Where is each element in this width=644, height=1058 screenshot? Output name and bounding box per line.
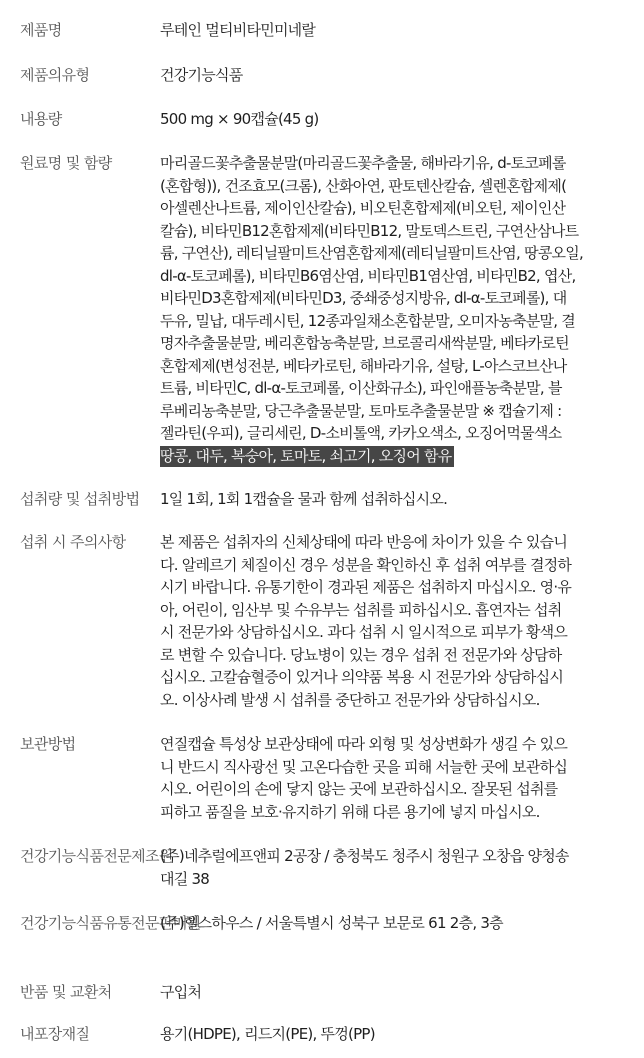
row-value: 루테인 멀티비타민미네랄	[160, 21, 316, 39]
text-line: 아셀렌산나트륨, 제이인산칼슘), 비오틴혼합제제(비오틴, 제이인산	[160, 199, 566, 217]
text-line: 니 반드시 직사광선 및 고온다습한 곳을 피해 서늘한 곳에 보관하십	[160, 757, 568, 776]
row-label: 제품의유형	[20, 66, 90, 84]
text-line: dl-α-토코페롤), 비타민B6염산염, 비타민B1염산염, 비타민B2, 엽산,	[160, 266, 576, 285]
text-line: 트륨, 비타민C, dl-α-토코페롤, 이산화규소), 파인애플농축분말, 블	[160, 379, 562, 397]
text-line: 루베리농축분말, 당근추출물분말, 토마토추출물분말 ※ 캡슐기제 :	[160, 401, 562, 420]
text-line: 명자추출물분말, 베리혼합농축분말, 브로콜리새싹분말, 베타카로틴	[160, 334, 569, 352]
text-line: 다. 알레르기 체질이신 경우 성분을 확인하신 후 섭취 여부를 결정하	[160, 555, 572, 574]
row-value: 500 mg × 90캡슐(45 g)	[160, 110, 319, 128]
allergen-highlight: 땅콩, 대두, 복숭아, 토마토, 쇠고기, 오징어 함유	[160, 446, 452, 465]
row-label: 섭취 시 주의사항	[20, 533, 126, 551]
text-line: 십시오. 고칼슘혈증이 있거나 의약품 복용 시 전문가와 상담하십시	[160, 668, 564, 686]
row-label: 내용량	[20, 110, 62, 128]
storage-text	[160, 733, 626, 823]
text-line: 로 변할 수 있습니다. 당뇨병이 있는 경우 섭취 전 전문가와 상담하	[160, 645, 562, 664]
row-value: (주)헬스하우스 / 서울특별시 성북구 보문로 61 2층, 3층	[160, 914, 503, 932]
row-label: 내포장재질	[20, 1025, 90, 1043]
text-line: 칼슘), 비타민B12혼합제제(비타민B12, 말토덱스트린, 구연산삼나트	[160, 221, 579, 240]
manufacturer-text	[160, 845, 626, 890]
text-line: 시기 바랍니다. 유통기한이 경과된 제품은 섭취하지 마십시오. 영·유	[160, 578, 572, 596]
row-label: 반품 및 교환처	[20, 983, 112, 1001]
row-value: 1일 1회, 1회 1캡슐을 물과 함께 섭취하십시오.	[160, 490, 448, 508]
text-line: 비타민D3혼합제제(비타민D3, 중쇄중성지방유, dl-α-토코페롤), 대	[160, 289, 567, 307]
allergen-line	[160, 445, 626, 468]
text-line: 아, 어린이, 임산부 및 수유부는 섭취를 피하십시오. 흡연자는 섭취	[160, 600, 562, 619]
text-line: (주)네추럴에프앤피 2공장 / 충청북도 청주시 청원구 오창읍 양청송	[160, 847, 569, 865]
precautions-text	[160, 531, 626, 711]
text-line: 시 전문가와 상담하십시오. 과다 섭취 시 일시적으로 피부가 황색으	[160, 623, 568, 641]
text-line: 마리골드꽃추출물분말(마리골드꽃추출물, 해바라기유, d-토코페롤	[160, 154, 566, 172]
text-line: 오. 이상사례 발생 시 섭취를 중단하고 전문가와 상담하십시오.	[160, 690, 540, 709]
row-value: 용기(HDPE), 리드지(PE), 뚜껑(PP)	[160, 1025, 375, 1043]
row-value: 건강기능식품	[160, 66, 243, 84]
ingredients-text	[160, 152, 626, 467]
text-line: 대길 38	[160, 869, 210, 888]
text-line: 시오. 어린이의 손에 닿지 않는 곳에 보관하십시오. 잘못된 섭취를	[160, 780, 558, 798]
text-line: 젤라틴(우피), 글리세린, D-소비톨액, 카카오색소, 오징어먹물색소	[160, 424, 562, 442]
text-line: 본 제품은 섭취자의 신체상태에 따라 반응에 차이가 있을 수 있습니	[160, 533, 568, 551]
text-line: 연질캡슐 특성상 보관상태에 따라 외형 및 성상변화가 생길 수 있으	[160, 735, 568, 753]
row-label: 제품명	[20, 21, 62, 39]
text-line: (혼합형)), 건조효모(크롬), 산화아연, 판토텐산칼슘, 셀렌혼합제제(	[160, 176, 567, 195]
row-label: 건강기능식품유통전문판매원	[20, 914, 201, 932]
row-label: 건강기능식품전문제조원	[20, 847, 173, 865]
row-label: 보관방법	[20, 735, 76, 753]
row-label: 섭취량 및 섭취방법	[20, 490, 140, 508]
text-line: 륨, 구연산), 레티닐팔미트산염혼합제제(레티닐팔미트산염, 땅콩오일,	[160, 244, 584, 262]
row-label: 원료명 및 함량	[20, 154, 112, 172]
text-line: 피하고 품질을 보호·유지하기 위해 다른 용기에 넣지 마십시오.	[160, 802, 540, 821]
text-line: 혼합제제(변성전분, 베타카로틴, 해바라기유, 설탕, L-아스코브산나	[160, 356, 567, 375]
row-value: 구입처	[160, 983, 202, 1001]
text-line: 두유, 밀납, 대두레시틴, 12종과일채소혼합분말, 오미자농축분말, 결	[160, 311, 576, 330]
